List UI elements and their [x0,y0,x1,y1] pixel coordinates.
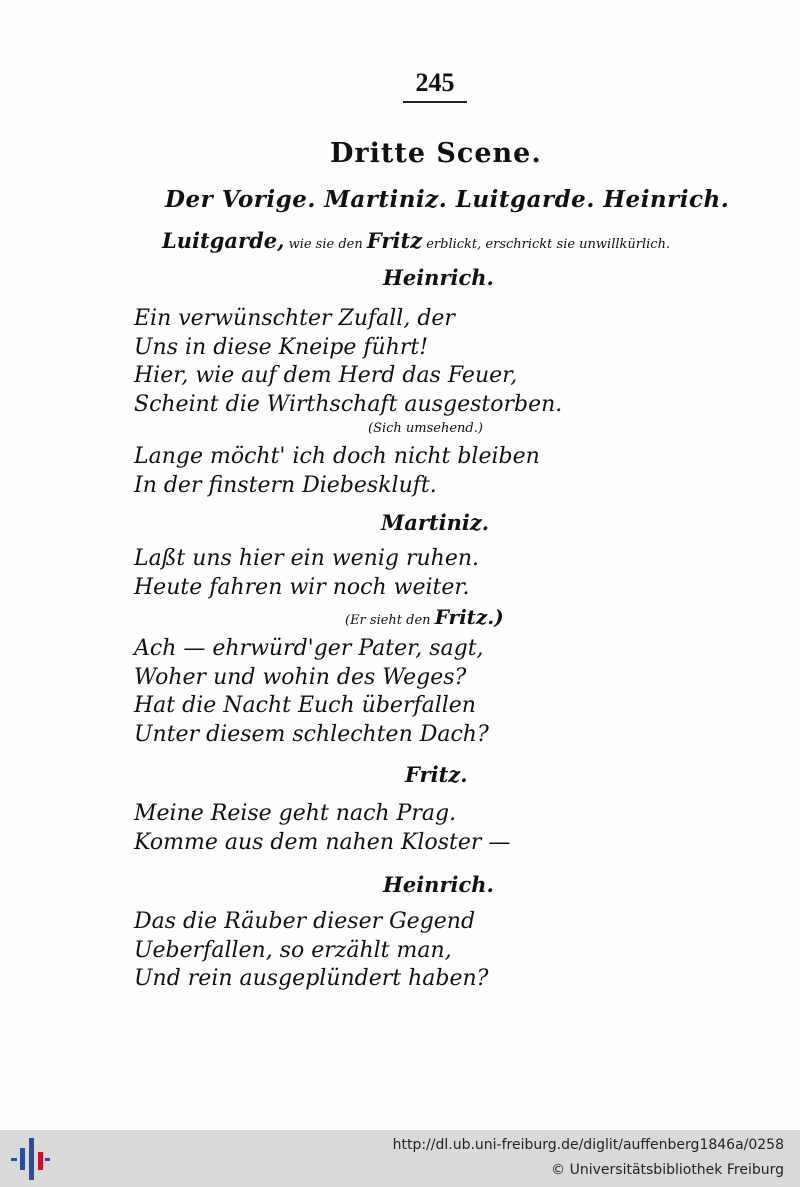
aside-sich-umsehend: (Sich umsehend.) [368,421,483,436]
aside-er-sieht [345,605,504,629]
verse-block-1a [134,305,562,419]
verse-block-2b [134,635,489,749]
verse-line: Laßt uns hier ein wenig ruhen. [134,546,479,571]
cast-line: Der Vorige. Martiniz. Luitgarde. Heinrich. [165,186,730,213]
scene-title: Dritte Scene. [330,138,542,169]
verse-block-4 [134,908,488,994]
verse-line: Uns in diese Kneipe führt! [134,334,429,360]
footer-bar [0,1130,800,1187]
verse-block-3 [134,800,510,857]
stage-direction-name: Luitgarde, [162,228,285,253]
ub-freiburg-logo-icon [10,1138,50,1180]
verse-line: Heute fahren wir noch weiter. [134,574,470,600]
verse-line: Hat die Nacht Euch überfallen [134,693,476,718]
verse-line: Scheint die Wirthschaft ausgestorben. [134,391,563,417]
aside-close: ) [494,605,504,629]
stage-direction-name2: Fritz [366,228,423,253]
speaker-heinrich-2: Heinrich. [383,872,494,897]
verse-line: Lange möcht' ich doch nicht bleiben [134,444,540,469]
verse-line: Und rein ausgeplündert haben? [134,966,489,991]
verse-block-2a [134,545,479,602]
stage-direction-text-b: erblickt, erschrickt sie unwillkürlich. [426,237,671,252]
verse-block-1b [134,443,540,500]
verse-line: Hier, wie auf dem Herd das Feuer, [134,363,518,388]
footer-copyright: © Universitätsbibliothek Freiburg [551,1162,784,1178]
speaker-heinrich-1: Heinrich. [383,265,494,290]
verse-line: Komme aus dem nahen Kloster — [134,829,511,855]
verse-line: Ueberfallen, so erzählt man, [134,937,452,963]
verse-line: Ach — ehrwürd'ger Pater, sagt, [134,636,484,661]
verse-line: Ein verwünschter Zufall, der [134,306,455,331]
verse-line: Woher und wohin des Weges? [134,664,467,690]
aside-text-a: (Er sieht den [345,613,431,628]
page-number-rule [403,101,467,103]
footer-url-link[interactable]: http://dl.ub.uni-freiburg.de/diglit/auffenberg1846a/0258 [392,1137,784,1153]
verse-line: Unter diesem schlechten Dach? [134,721,489,747]
verse-line: Meine Reise geht nach Prag. [134,801,457,826]
aside-name: Fritz. [434,605,495,629]
stage-direction-text-a: wie sie den [288,237,363,252]
speaker-martiniz: Martiniz. [381,510,490,535]
stage-direction [162,228,670,253]
page-number: 245 [415,68,455,97]
speaker-fritz: Fritz. [405,762,468,787]
verse-line: Das die Räuber dieser Gegend [134,909,476,934]
verse-line: In der finstern Diebeskluft. [134,472,437,498]
